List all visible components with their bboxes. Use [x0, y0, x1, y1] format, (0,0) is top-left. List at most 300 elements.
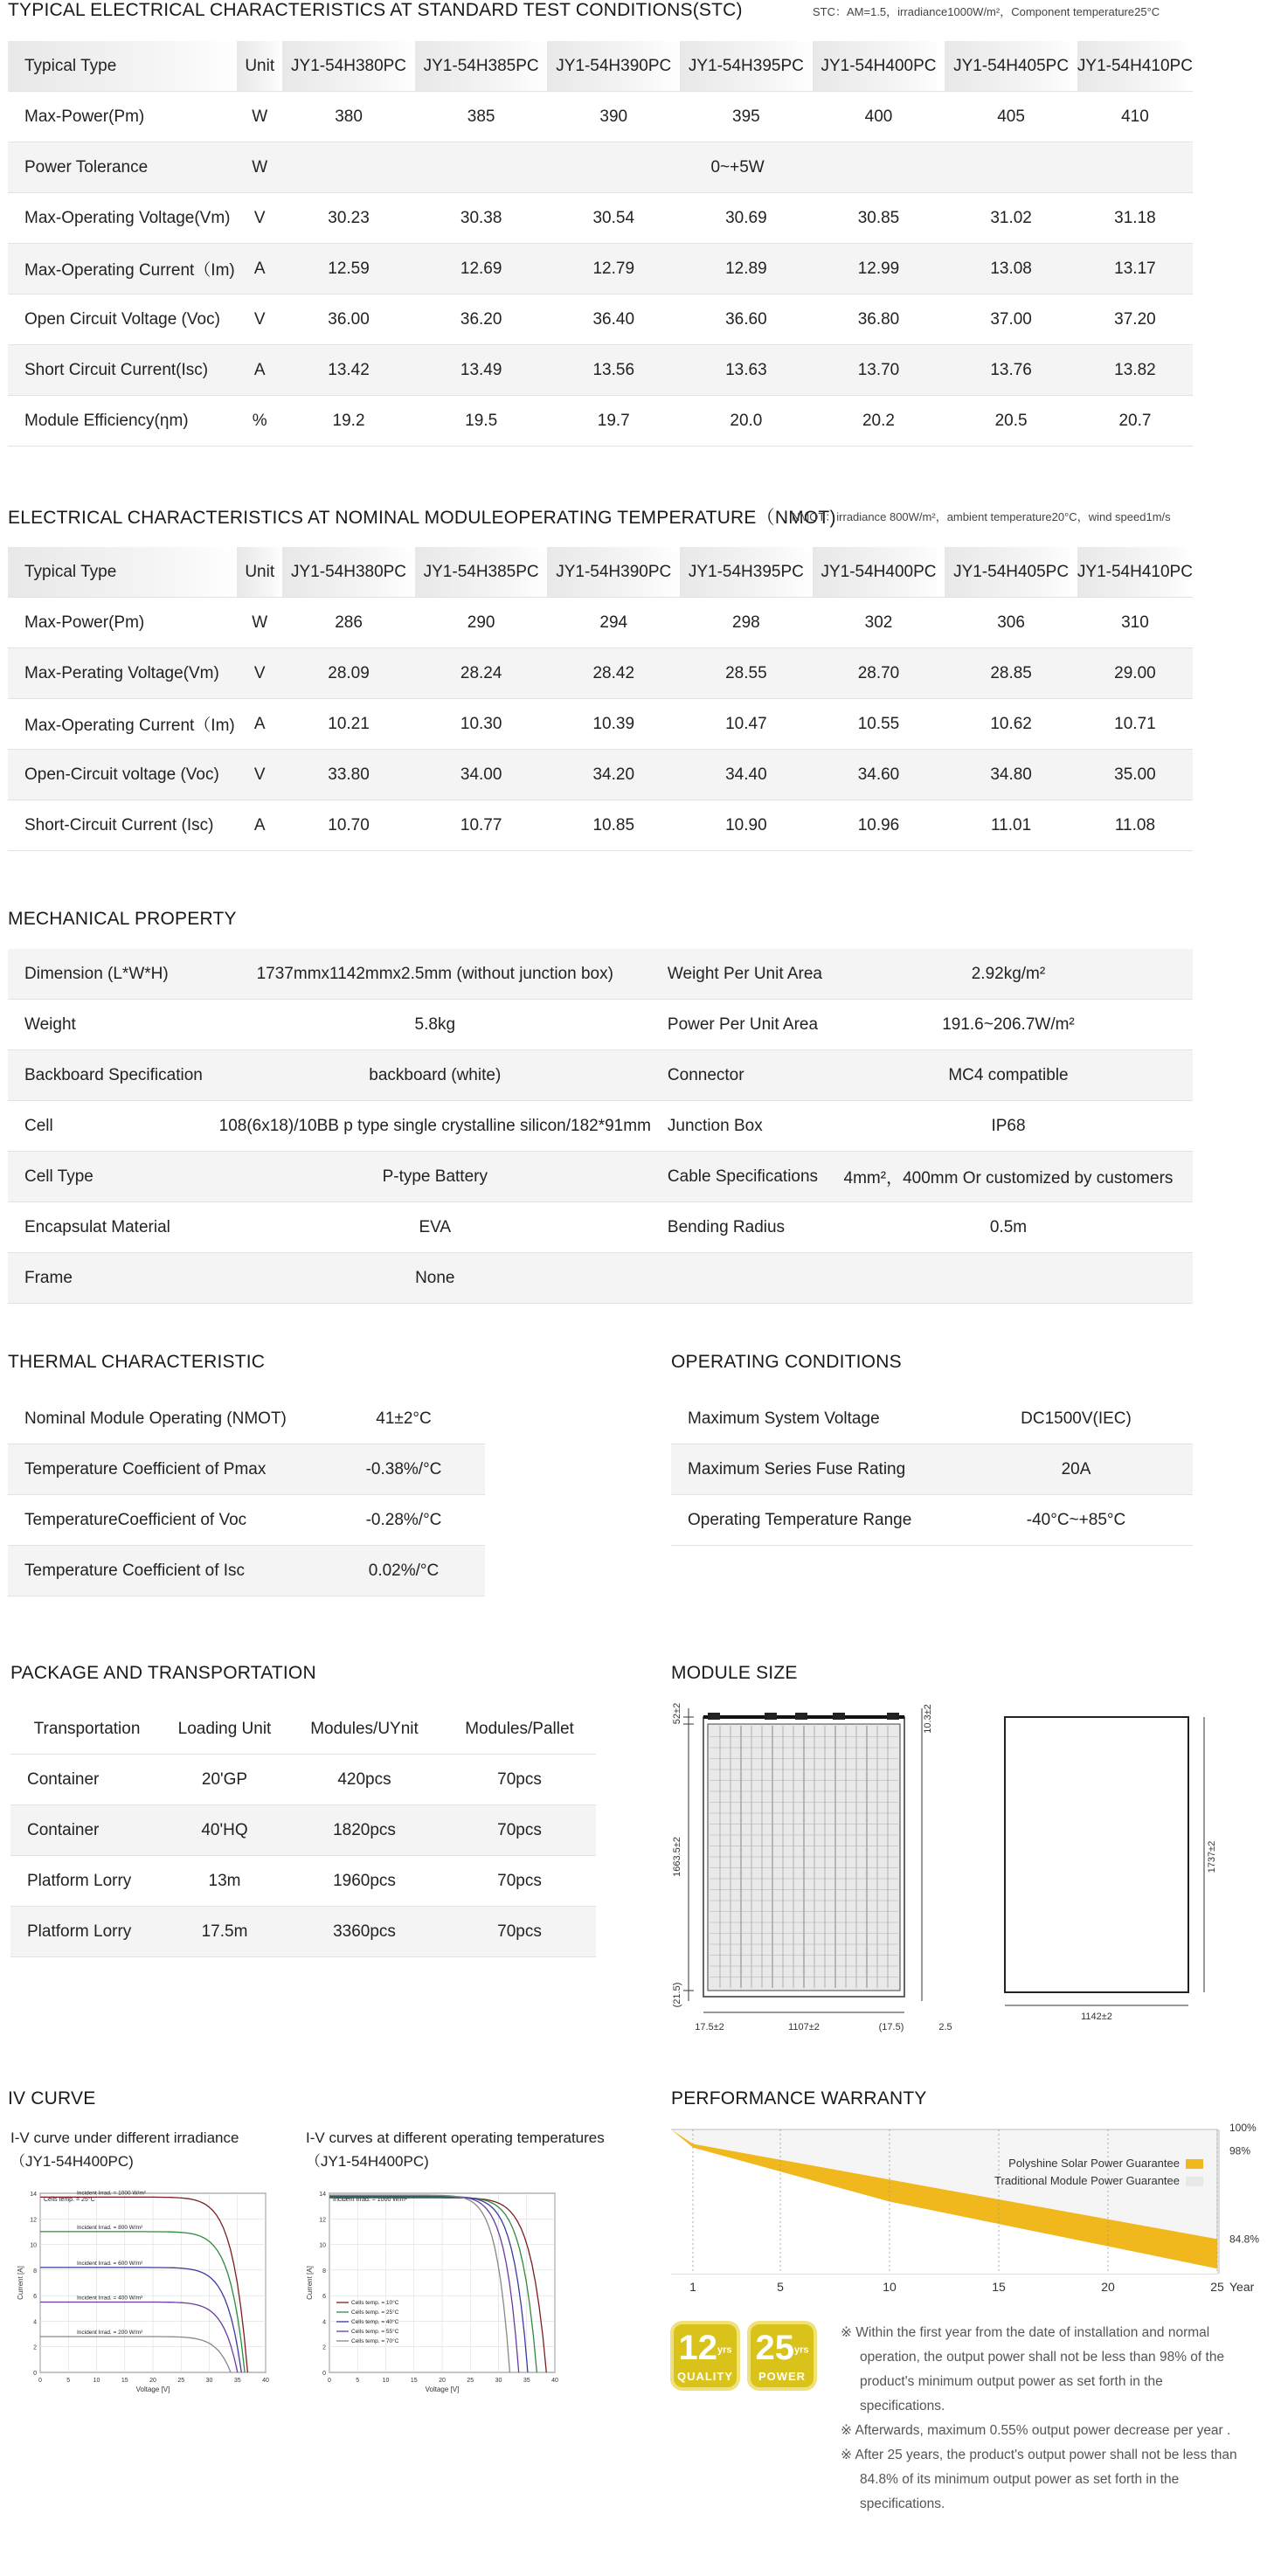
nmot-row-value: 11.08 [1077, 800, 1193, 851]
iv-x-tick: 0 [328, 2378, 331, 2384]
iv-y-tick: 2 [322, 2344, 326, 2351]
stc-row-value: 395 [680, 92, 813, 142]
iv-x-label: Voltage [V] [135, 2386, 170, 2393]
package-cell: 70pcs [443, 1907, 596, 1957]
power-badge-unit: yrs [793, 2344, 809, 2356]
stc-row-value: 37.20 [1077, 294, 1193, 345]
package-cell: Container [10, 1755, 163, 1805]
iv-series-label: Incident Irrad. = 600 W/m² [77, 2260, 143, 2267]
package-cell: 1960pcs [286, 1856, 443, 1907]
mechanical-label: Cable Specifications [651, 1152, 824, 1202]
iv-x-tick: 15 [121, 2378, 128, 2384]
mechanical-row [8, 1253, 1193, 1304]
iv-x-tick: 5 [66, 2378, 71, 2384]
iv-chart-temperature [301, 2185, 564, 2407]
iv-caption-1 [10, 2126, 239, 2173]
stc-row [8, 92, 1193, 142]
iv-caption-2-model: （JY1-54H400PC) [306, 2153, 429, 2170]
stc-row-value: 410 [1077, 92, 1193, 142]
mechanical-label: Cell Type [8, 1152, 219, 1202]
module-size-drawing [664, 1700, 1223, 2036]
iv-chart-irradiance [12, 2185, 274, 2407]
mechanical-value: 5.8kg [219, 1000, 651, 1050]
warranty-note-1: ※ Within the first year from the date of installation and normal operation, the output power shall not be less than 98% of the product's minimum output power as set forth in the specifications. [841, 2325, 1225, 2413]
warranty-x-tick: 5 [777, 2280, 784, 2294]
stc-row-value: 13.76 [945, 345, 1077, 396]
mechanical-value: 4mm²，400mm Or customized by customers [824, 1152, 1193, 1202]
package-header-cell: Modules/Pallet [443, 1704, 596, 1755]
package-cell: 70pcs [443, 1805, 596, 1856]
iv-legend-label: Cells temp. = 55°C [351, 2329, 399, 2335]
iv-x-tick: 40 [262, 2378, 269, 2384]
warranty-x-tick: 20 [1101, 2280, 1115, 2294]
nmot-header-cell: JY1-54H410PC [1077, 547, 1193, 598]
mechanical-value: 108(6x18)/10BB p type single crystalline silicon/182*91mm [219, 1101, 651, 1152]
mechanical-value: 2.92kg/m² [824, 949, 1193, 1000]
nmot-header-cell: JY1-54H405PC [945, 547, 1077, 598]
mechanical-value: 1737mmx1142mmx2.5mm (without junction box) [219, 949, 651, 1000]
stc-row-value: 19.7 [547, 396, 680, 447]
stc-row-value: 13.17 [1077, 244, 1193, 294]
package-cell: 13m [163, 1856, 286, 1907]
warranty-chart [671, 2119, 1274, 2316]
iv-x-tick: 5 [356, 2378, 360, 2384]
nmot-row-value: 298 [680, 598, 813, 648]
nmot-header-cell: JY1-54H380PC [282, 547, 415, 598]
stc-row-value: 12.89 [680, 244, 813, 294]
stc-row [8, 244, 1193, 294]
nmot-table [8, 547, 1193, 851]
stc-row-value: 37.00 [945, 294, 1077, 345]
module-size-title: MODULE SIZE [671, 1663, 798, 1683]
mechanical-label: Connector [651, 1050, 824, 1101]
nmot-row-value: 34.20 [547, 750, 680, 800]
power-badge-num: 25 [755, 2329, 794, 2367]
nmot-row-value: 34.00 [415, 750, 548, 800]
mechanical-value: IP68 [824, 1101, 1193, 1152]
mechanical-row [8, 1050, 1193, 1101]
nmot-row-value: 10.39 [547, 699, 680, 750]
stc-row-value: 30.69 [680, 193, 813, 244]
stc-row-value: 12.99 [813, 244, 945, 294]
iv-y-tick: 4 [322, 2319, 326, 2326]
stc-row-value: 20.5 [945, 396, 1077, 447]
mechanical-label: Cell [8, 1101, 219, 1152]
nmot-row-value: 28.09 [282, 648, 415, 699]
nmot-row-value: 10.30 [415, 699, 548, 750]
nmot-header-cell: Typical Type [8, 547, 237, 598]
stc-row-value: 13.56 [547, 345, 680, 396]
thermal-row [8, 1495, 485, 1546]
package-cell: 70pcs [443, 1755, 596, 1805]
iv-y-tick: 10 [319, 2242, 326, 2249]
package-cell: 420pcs [286, 1755, 443, 1805]
iv-x-tick: 0 [38, 2378, 42, 2384]
dim-thickness: 2.5 [938, 2022, 952, 2032]
nmot-row-value: 28.24 [415, 648, 548, 699]
iv-y-tick: 2 [33, 2344, 37, 2351]
nmot-row-value: 310 [1077, 598, 1193, 648]
stc-note: STC：AM=1.5，irradiance1000W/m²，Component temperature25°C [813, 5, 1160, 18]
iv-caption-2 [306, 2126, 605, 2173]
thermal-value: 41±2°C [322, 1394, 485, 1444]
iv-x-tick: 30 [205, 2378, 213, 2384]
stc-header-row [8, 41, 1193, 92]
stc-row-label: Max-Operating Voltage(Vm) [8, 193, 237, 244]
iv-caption-1-text: I-V curve under different irradiance [10, 2129, 239, 2146]
stc-row-unit: A [237, 345, 282, 396]
stc-row-value: 400 [813, 92, 945, 142]
nmot-row-value: 10.47 [680, 699, 813, 750]
package-cell: 17.5m [163, 1907, 286, 1957]
iv-x-tick: 20 [439, 2378, 446, 2384]
warranty-y-label-100: 100% [1229, 2122, 1257, 2134]
warranty-x-unit: Year [1229, 2280, 1255, 2294]
warranty-notes [841, 2321, 1251, 2517]
warranty-x-tick: 10 [883, 2280, 897, 2294]
iv-y-tick: 0 [322, 2371, 326, 2377]
iv-y-label: Current [A] [17, 2266, 24, 2300]
nmot-row-unit: A [237, 800, 282, 851]
nmot-header-row [8, 547, 1193, 598]
stc-row-value: 30.54 [547, 193, 680, 244]
warranty-note-3: ※ After 25 years, the product's output power shall not be less than 84.8% of its minimum output power as set forth in the specifications. [841, 2448, 1237, 2511]
stc-row-value: 12.59 [282, 244, 415, 294]
power-badge-label: POWER [758, 2370, 807, 2384]
mechanical-value [824, 1253, 1193, 1304]
stc-row-value: 13.63 [680, 345, 813, 396]
nmot-row-value: 10.77 [415, 800, 548, 851]
iv-y-tick: 10 [30, 2242, 37, 2249]
package-cell: 1820pcs [286, 1805, 443, 1856]
nmot-header-cell: Unit [237, 547, 282, 598]
nmot-row-value: 28.42 [547, 648, 680, 699]
stc-row-label: Max-Operating Current（Im) [8, 244, 237, 294]
stc-header-cell: JY1-54H390PC [547, 41, 680, 92]
stc-row [8, 193, 1193, 244]
nmot-row [8, 598, 1193, 648]
nmot-header-cell: JY1-54H390PC [547, 547, 680, 598]
package-cell: Platform Lorry [10, 1907, 163, 1957]
dim-outline-height: 1737±2 [1207, 1840, 1217, 1873]
operating-row [671, 1444, 1193, 1495]
iv-series-label: Incident Irrad. = 400 W/m² [77, 2295, 143, 2302]
stc-row-value: 31.18 [1077, 193, 1193, 244]
stc-title: TYPICAL ELECTRICAL CHARACTERISTICS AT STANDARD TEST CONDITIONS(STC) [8, 0, 743, 20]
nmot-row-value: 33.80 [282, 750, 415, 800]
warranty-title: PERFORMANCE WARRANTY [671, 2088, 927, 2109]
nmot-row-value: 10.71 [1077, 699, 1193, 750]
stc-row-value: 36.80 [813, 294, 945, 345]
nmot-row-value: 10.85 [547, 800, 680, 851]
nmot-header-cell: JY1-54H400PC [813, 547, 945, 598]
stc-header-cell: Unit [237, 41, 282, 92]
mechanical-label: Dimension (L*W*H) [8, 949, 219, 1000]
package-row [10, 1805, 596, 1856]
iv-x-tick: 25 [177, 2378, 185, 2384]
iv-y-tick: 14 [30, 2192, 37, 2198]
nmot-row-label: Short-Circuit Current (Isc) [8, 800, 237, 851]
mechanical-value: P-type Battery [219, 1152, 651, 1202]
stc-row [8, 142, 1193, 193]
mechanical-label: Junction Box [651, 1101, 824, 1152]
operating-value: DC1500V(IEC) [959, 1394, 1193, 1444]
mechanical-label [651, 1253, 824, 1304]
quality-badge-unit: yrs [717, 2344, 732, 2356]
nmot-row-value: 10.96 [813, 800, 945, 851]
thermal-label: Temperature Coefficient of Isc [8, 1546, 322, 1596]
stc-row-unit: W [237, 142, 282, 193]
nmot-row-value: 286 [282, 598, 415, 648]
mechanical-row [8, 1101, 1193, 1152]
package-row [10, 1856, 596, 1907]
iv-x-tick: 10 [382, 2378, 390, 2384]
package-cell: 20'GP [163, 1755, 286, 1805]
thermal-value: -0.38%/°C [322, 1444, 485, 1495]
iv-x-tick: 35 [233, 2378, 241, 2384]
thermal-label: TemperatureCoefficient of Voc [8, 1495, 322, 1546]
nmot-row-value: 290 [415, 598, 548, 648]
iv-series-label: Incident Irrad. = 200 W/m² [77, 2330, 143, 2336]
warranty-legend-polyshine-swatch [1186, 2159, 1203, 2169]
stc-row-value: 12.79 [547, 244, 680, 294]
operating-row [671, 1394, 1193, 1444]
thermal-title: THERMAL CHARACTERISTIC [8, 1352, 266, 1372]
stc-row-value: 36.40 [547, 294, 680, 345]
nmot-row [8, 699, 1193, 750]
stc-row-value: 13.82 [1077, 345, 1193, 396]
nmot-title: ELECTRICAL CHARACTERISTICS AT NOMINAL MODULEOPERATING TEMPERATURE（NMOT) [8, 508, 836, 528]
nmot-note: NMOT：irradiance 800W/m²，ambient temperature20°C，wind speed1m/s [792, 510, 1171, 523]
package-cell: Container [10, 1805, 163, 1856]
mechanical-value: EVA [219, 1202, 651, 1253]
nmot-row-unit: V [237, 750, 282, 800]
iv-y-tick: 6 [322, 2294, 326, 2301]
mechanical-label: Backboard Specification [8, 1050, 219, 1101]
nmot-row-value: 10.70 [282, 800, 415, 851]
nmot-row-value: 10.55 [813, 699, 945, 750]
iv-y-tick: 12 [319, 2217, 326, 2224]
warranty-legend-traditional: Traditional Module Power Guarantee [994, 2174, 1180, 2187]
stc-header-cell: JY1-54H395PC [680, 41, 813, 92]
warranty-note-2: ※ Afterwards, maximum 0.55% output power decrease per year . [841, 2423, 1231, 2438]
stc-header-cell: JY1-54H380PC [282, 41, 415, 92]
stc-row-unit: A [237, 244, 282, 294]
dim-right-top: 10.3±2 [923, 1704, 933, 1734]
stc-row-label: Max-Power(Pm) [8, 92, 237, 142]
nmot-row-value: 294 [547, 598, 680, 648]
iv-note: Incident Irrad. = 1000 W/m² [333, 2197, 408, 2203]
nmot-row-value: 34.60 [813, 750, 945, 800]
package-table [10, 1704, 596, 1957]
stc-row-value: 390 [547, 92, 680, 142]
warranty-y-label-98: 98% [1229, 2144, 1251, 2157]
dim-bottom-left: 17.5±2 [695, 2022, 724, 2032]
iv-y-tick: 14 [319, 2192, 326, 2198]
iv-title: IV CURVE [8, 2088, 96, 2109]
iv-legend-label: Cells temp. = 40°C [351, 2319, 399, 2325]
thermal-value: -0.28%/°C [322, 1495, 485, 1546]
dim-bottom-mid: 1107±2 [788, 2022, 820, 2032]
iv-x-tick: 40 [551, 2378, 558, 2384]
nmot-row-label: Max-Operating Current（Im) [8, 699, 237, 750]
stc-row-value: 13.08 [945, 244, 1077, 294]
nmot-row-value: 28.85 [945, 648, 1077, 699]
stc-row-value: 13.49 [415, 345, 548, 396]
iv-x-tick: 35 [523, 2378, 530, 2384]
nmot-row [8, 750, 1193, 800]
nmot-row [8, 800, 1193, 851]
stc-row-value: 405 [945, 92, 1077, 142]
mechanical-row [8, 1202, 1193, 1253]
warranty-x-tick: 15 [992, 2280, 1006, 2294]
nmot-row-value: 302 [813, 598, 945, 648]
iv-x-label: Voltage [V] [425, 2386, 460, 2393]
iv-y-tick: 8 [322, 2268, 326, 2275]
stc-row-unit: V [237, 294, 282, 345]
package-header-cell: Transportation [10, 1704, 163, 1755]
iv-legend-label: Cells temp. = 25°C [351, 2309, 399, 2316]
stc-row-value: 36.20 [415, 294, 548, 345]
nmot-row-value: 29.00 [1077, 648, 1193, 699]
iv-series-label: Incident Irrad. = 1000 W/m² [77, 2190, 146, 2197]
quality-badge-label: QUALITY [676, 2370, 734, 2384]
operating-row [671, 1495, 1193, 1546]
iv-x-tick: 15 [410, 2378, 418, 2384]
warranty-x-tick: 1 [689, 2280, 696, 2294]
nmot-row-value: 35.00 [1077, 750, 1193, 800]
nmot-row-label: Max-Power(Pm) [8, 598, 237, 648]
iv-x-tick: 20 [149, 2378, 156, 2384]
mechanical-row [8, 949, 1193, 1000]
iv-y-tick: 6 [33, 2294, 37, 2301]
stc-row-unit: V [237, 193, 282, 244]
stc-row-value: 20.7 [1077, 396, 1193, 447]
nmot-row-value: 28.55 [680, 648, 813, 699]
stc-row-value: 380 [282, 92, 415, 142]
mechanical-value: None [219, 1253, 651, 1304]
mechanical-title: MECHANICAL PROPERTY [8, 909, 237, 929]
nmot-row-label: Max-Perating Voltage(Vm) [8, 648, 237, 699]
thermal-row [8, 1394, 485, 1444]
nmot-row-unit: W [237, 598, 282, 648]
iv-legend-label: Cells temp. = 10°C [351, 2300, 399, 2306]
stc-row-unit: W [237, 92, 282, 142]
dim-left-mid: 1663.5±2 [672, 1837, 682, 1877]
stc-row-value: 19.2 [282, 396, 415, 447]
power-badge [747, 2321, 817, 2391]
nmot-row-value: 11.01 [945, 800, 1077, 851]
nmot-header-cell: JY1-54H385PC [415, 547, 548, 598]
mechanical-label: Frame [8, 1253, 219, 1304]
mechanical-label: Weight [8, 1000, 219, 1050]
operating-table [671, 1394, 1193, 1546]
package-row [10, 1907, 596, 1957]
stc-row-value: 19.5 [415, 396, 548, 447]
operating-title: OPERATING CONDITIONS [671, 1352, 902, 1372]
operating-label: Maximum Series Fuse Rating [671, 1444, 959, 1495]
nmot-row-value: 10.62 [945, 699, 1077, 750]
stc-header-cell: Typical Type [8, 41, 237, 92]
mechanical-table [8, 949, 1193, 1304]
iv-y-tick: 8 [33, 2268, 37, 2275]
package-header-cell: Modules/UYnit [286, 1704, 443, 1755]
thermal-label: Nominal Module Operating (NMOT) [8, 1394, 322, 1444]
nmot-row-value: 10.90 [680, 800, 813, 851]
mechanical-value: 191.6~206.7W/m² [824, 1000, 1193, 1050]
nmot-row-value: 34.40 [680, 750, 813, 800]
quality-badge [670, 2321, 740, 2391]
stc-row-value: 30.23 [282, 193, 415, 244]
iv-y-tick: 0 [33, 2371, 37, 2377]
stc-row-unit: % [237, 396, 282, 447]
stc-row-value: 12.69 [415, 244, 548, 294]
stc-row-label: Open Circuit Voltage (Voc) [8, 294, 237, 345]
stc-row-value: 13.42 [282, 345, 415, 396]
stc-header-cell: JY1-54H385PC [415, 41, 548, 92]
mechanical-value: 0.5m [824, 1202, 1193, 1253]
package-cell: 3360pcs [286, 1907, 443, 1957]
stc-row-value: 0~+5W [282, 142, 1193, 193]
iv-x-tick: 25 [467, 2378, 474, 2384]
operating-value: 20A [959, 1444, 1193, 1495]
stc-row-value: 36.60 [680, 294, 813, 345]
stc-header-cell: JY1-54H400PC [813, 41, 945, 92]
package-title: PACKAGE AND TRANSPORTATION [10, 1663, 316, 1683]
nmot-row-value: 10.21 [282, 699, 415, 750]
mechanical-value: MC4 compatible [824, 1050, 1193, 1101]
stc-row-value: 30.38 [415, 193, 548, 244]
dim-outline-width: 1142±2 [1081, 2012, 1112, 2022]
mechanical-label: Encapsulat Material [8, 1202, 219, 1253]
nmot-row-value: 34.80 [945, 750, 1077, 800]
thermal-value: 0.02%/°C [322, 1546, 485, 1596]
operating-label: Operating Temperature Range [671, 1495, 959, 1546]
package-cell: 40'HQ [163, 1805, 286, 1856]
mechanical-row [8, 1000, 1193, 1050]
nmot-row-value: 306 [945, 598, 1077, 648]
stc-row-value: 31.02 [945, 193, 1077, 244]
dim-bottom-right: (17.5) [878, 2022, 904, 2032]
mechanical-row [8, 1152, 1193, 1202]
iv-y-tick: 4 [33, 2319, 37, 2326]
stc-row [8, 345, 1193, 396]
iv-series-label: Incident Irrad. = 800 W/m² [77, 2224, 143, 2231]
package-cell: 70pcs [443, 1856, 596, 1907]
nmot-row [8, 648, 1193, 699]
stc-row-label: Power Tolerance [8, 142, 237, 193]
nmot-row-value: 28.70 [813, 648, 945, 699]
thermal-row [8, 1444, 485, 1495]
nmot-row-unit: A [237, 699, 282, 750]
thermal-label: Temperature Coefficient of Pmax [8, 1444, 322, 1495]
warranty-legend-polyshine: Polyshine Solar Power Guarantee [1008, 2157, 1180, 2170]
iv-caption-2-text: I-V curves at different operating temperatures [306, 2129, 605, 2146]
iv-x-tick: 10 [93, 2378, 100, 2384]
mechanical-label: Weight Per Unit Area [651, 949, 824, 1000]
package-header-row [10, 1704, 596, 1755]
iv-y-tick: 12 [30, 2217, 37, 2224]
module-panel [703, 1713, 904, 1997]
stc-row [8, 396, 1193, 447]
stc-header-cell: JY1-54H405PC [945, 41, 1077, 92]
stc-row-label: Module Efficiency(ηm) [8, 396, 237, 447]
nmot-header-cell: JY1-54H395PC [680, 547, 813, 598]
package-cell: Platform Lorry [10, 1856, 163, 1907]
stc-row-value: 385 [415, 92, 548, 142]
stc-row-value: 13.70 [813, 345, 945, 396]
stc-row-value: 20.2 [813, 396, 945, 447]
